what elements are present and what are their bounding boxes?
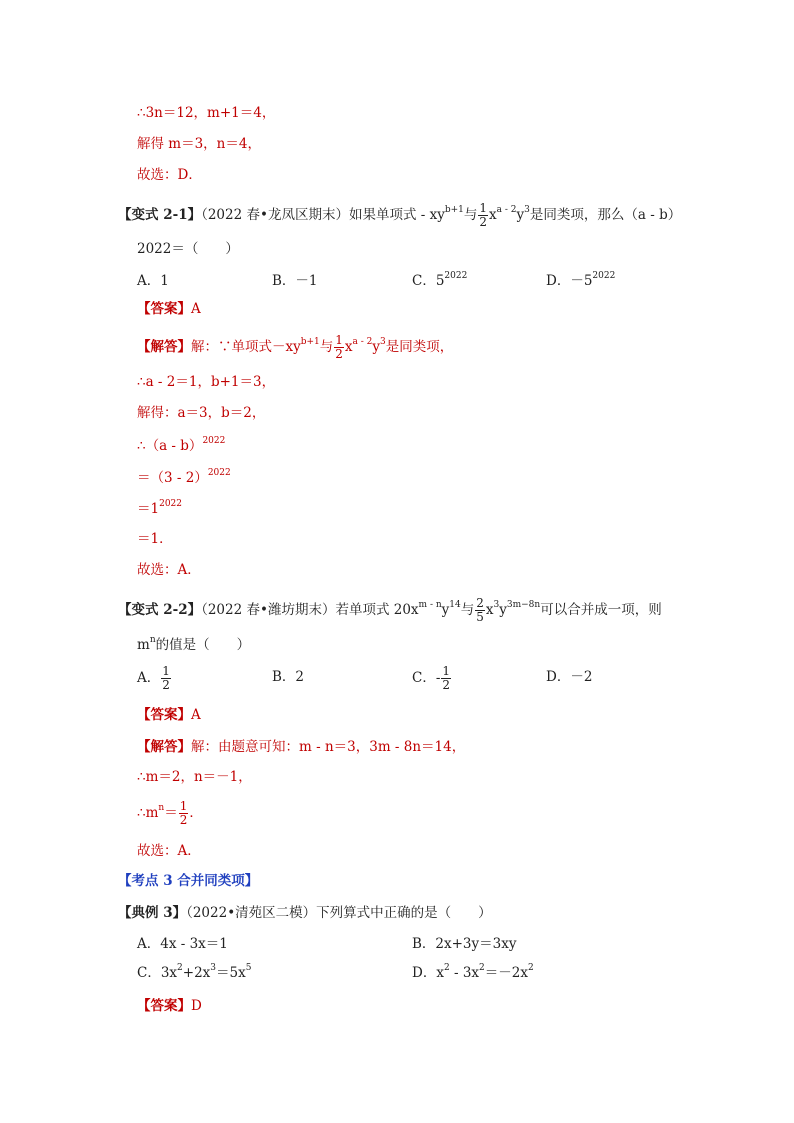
variant-2-1-step-3: ∴（a - b）$^{2022}$ xyxy=(137,436,226,454)
example-3-option-a: A．4x - 3x＝1 xyxy=(137,936,228,952)
variant-2-2-question: 【变式 2-2】（2022 春•潍坊期末）若单项式 $20x^{m - n}y^{14}$与 $\frac{2}{5}$ $x^3y^{3m-8n}$可以合并成一项，则 xyxy=(118,596,662,624)
variant-2-2-option-c: C．- $\frac{1}{2}$ xyxy=(412,664,451,692)
variant-2-1-step-6: ＝1． xyxy=(137,531,173,547)
variant-2-2-question-cont: $m^n$的值是（ ） xyxy=(137,635,251,653)
example-3-option-b: B．2x+3y＝3xy xyxy=(412,936,517,952)
example-3-option-c: C．$3x^2+2x^3=5x^5$ xyxy=(137,963,252,981)
variant-2-1-step-4: ＝（3 - 2）$^{2022}$ xyxy=(137,468,231,486)
variant-2-1-answer: 【答案】A xyxy=(137,301,201,317)
variant-2-1-question: 【变式 2-1】（2022 春•龙凤区期末）如果单项式 - $xy^{b+1}$与 $\frac{1}{2}$ $x^{a - 2}y^3$是同类项，那么（a - b） xyxy=(118,201,682,229)
variant-2-1-choose: 故选：A． xyxy=(137,562,201,578)
variant-2-2-step-2: $\therefore m^n=$ $\frac{1}{2}$ ． xyxy=(137,799,203,827)
knowledge-point-3-heading: 【考点 3 合并同类项】 xyxy=(118,873,259,889)
variant-2-2-option-a: A． $\frac{1}{2}$ xyxy=(137,664,170,692)
variant-2-1-option-b: B．－1 xyxy=(272,273,318,289)
variant-2-2-option-d: D．－2 xyxy=(546,669,593,685)
variant-2-1-tag: 【变式 2-1】 xyxy=(118,207,202,223)
variant-2-2-answer: 【答案】A xyxy=(137,707,201,723)
variant-2-1-option-a: A．1 xyxy=(137,273,169,289)
fraction-two-fifths: $\frac{2}{5}$ xyxy=(476,596,484,624)
variant-2-2-tag: 【变式 2-2】 xyxy=(118,602,202,618)
variant-2-1-option-d: D．$-5^{2022}$ xyxy=(546,271,616,289)
variant-2-2-choose: 故选：A． xyxy=(137,843,201,859)
example-3-question: 【典例 3】（2022•清苑区二模）下列算式中正确的是（ ） xyxy=(118,905,492,921)
solution-line-solve-mn: 解得 m＝3，n＝4， xyxy=(137,136,261,152)
fraction-one-half: $\frac{1}{2}$ xyxy=(479,201,488,229)
variant-2-1-step-1: ∴a - 2＝1，b+1＝3， xyxy=(137,374,276,390)
variant-2-1-question-cont: 2022＝（ ） xyxy=(137,241,239,257)
variant-2-2-solution: 【解答】解：由题意可知：m - n＝3，3m - 8n＝14， xyxy=(137,739,466,755)
variant-2-2-step-1: ∴m＝2，n＝－1， xyxy=(137,769,252,785)
fraction-one-half: $\frac{1}{2}$ xyxy=(335,333,343,361)
example-3-option-d: D．$x^2 - 3x^2=-2x^2$ xyxy=(412,963,534,981)
variant-2-2-option-b: B．2 xyxy=(272,669,305,685)
solution-line-choose-d: 故选：D． xyxy=(137,167,202,183)
variant-2-1-step-5: $=1^{2022}$ xyxy=(137,499,182,517)
variant-2-1-step-2: 解得：a＝3，b＝2， xyxy=(137,405,266,421)
variant-2-1-solution: 【解答】解：∵单项式$-xy^{b+1}$与 $\frac{1}{2}$ $x^{a - 2}y^3$是同类项， xyxy=(137,333,454,361)
solution-line-3n: ∴3n＝12，m+1＝4， xyxy=(137,105,276,121)
example-3-answer: 【答案】D xyxy=(137,998,202,1014)
variant-2-1-option-c: C．$5^{2022}$ xyxy=(412,271,468,289)
